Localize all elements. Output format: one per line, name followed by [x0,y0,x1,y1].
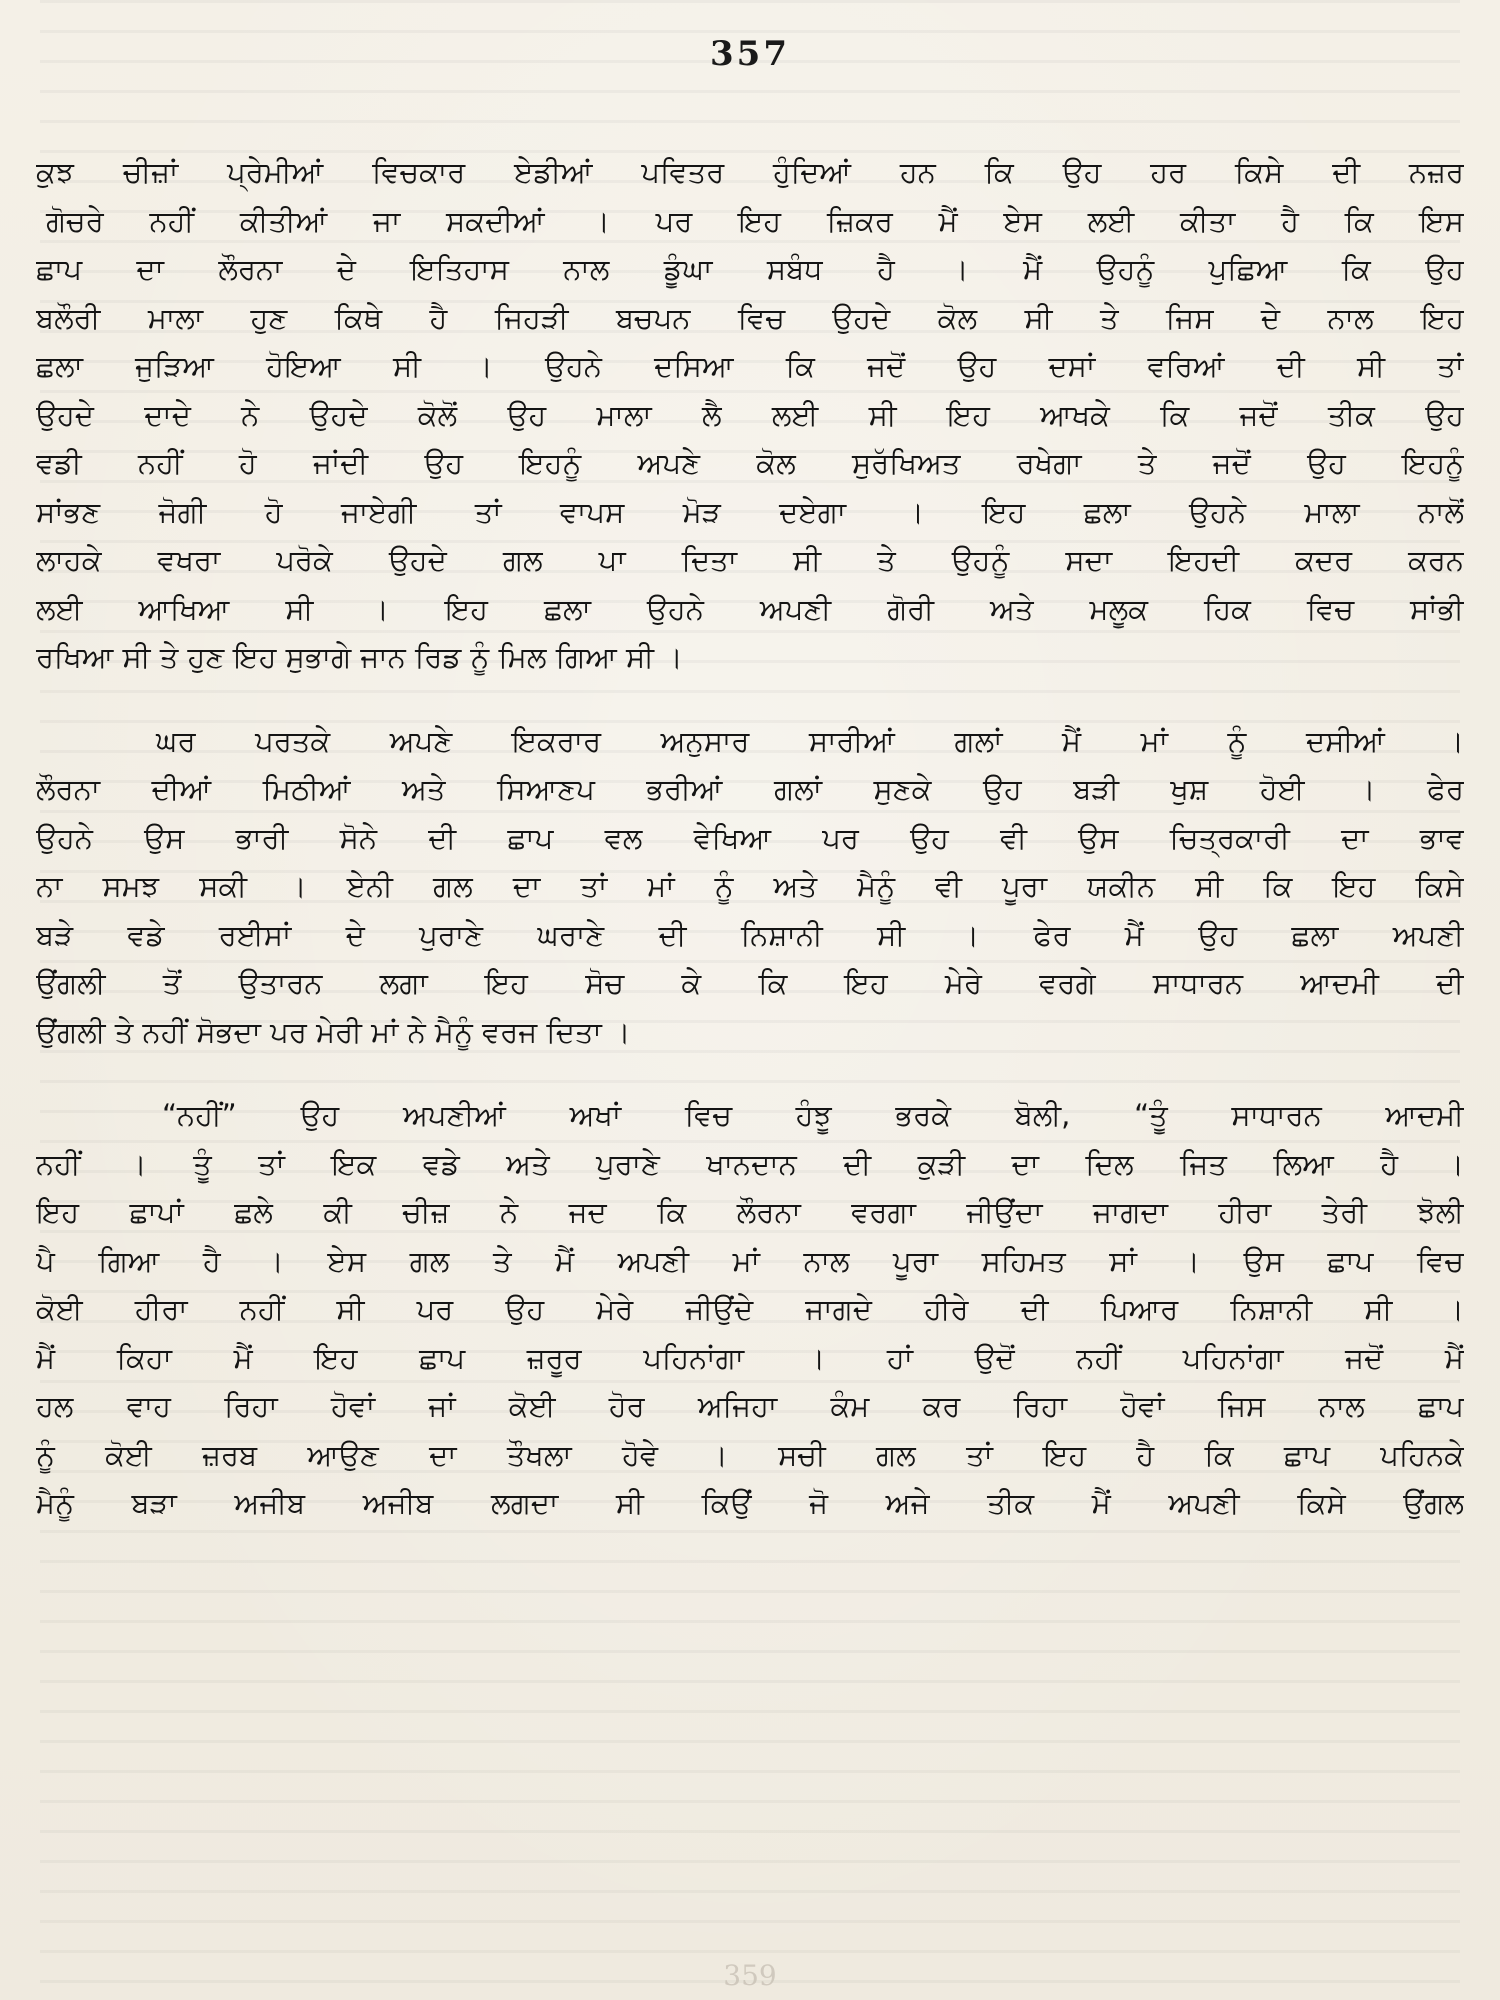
text-line: ਸਾਂਭਣ ਜੋਗੀ ਹੋ ਜਾਏਗੀ ਤਾਂ ਵਾਪਸ ਮੋੜ ਦਏਗਾ । ਇਹ ਛਲਾ ਉਹਨੇ ਮਾਲਾ ਨਾਲੋਂ [36,494,1464,529]
text-line: ਕੋਈ ਹੀਰਾ ਨਹੀਂ ਸੀ ਪਰ ਉਹ ਮੇਰੇ ਜੀਉਂਦੇ ਜਾਗਦੇ ਹੀਰੇ ਦੀ ਪਿਆਰ ਨਿਸ਼ਾਨੀ ਸੀ । [36,1292,1464,1326]
text-line: ਨਹੀਂ । ਤੂੰ ਤਾਂ ਇਕ ਵਡੇ ਅਤੇ ਪੁਰਾਣੇ ਖਾਨਦਾਨ ਦੀ ਕੁੜੀ ਦਾ ਦਿਲ ਜਿਤ ਲਿਆ ਹੈ । [36,1146,1464,1181]
body-text [36,148,1464,1528]
text-line: ਲਾਹਕੇ ਵਖਰਾ ਪਰੋਕੇ ਉਹਦੇ ਗਲ ਪਾ ਦਿਤਾ ਸੀ ਤੇ ਉਹਨੂੰ ਸਦਾ ਇਹਦੀ ਕਦਰ ਕਰਨ [36,543,1464,577]
text-line: ਹਲ ਵਾਹ ਰਿਹਾ ਹੋਵਾਂ ਜਾਂ ਕੋਈ ਹੋਰ ਅਜਿਹਾ ਕੰਮ ਕਰ ਰਿਹਾ ਹੋਵਾਂ ਜਿਸ ਨਾਲ ਛਾਪ [36,1389,1464,1423]
text-line: ਲੌਰਨਾ ਦੀਆਂ ਮਿਠੀਆਂ ਅਤੇ ਸਿਆਣਪ ਭਰੀਆਂ ਗਲਾਂ ਸੁਣਕੇ ਉਹ ਬੜੀ ਖੁਸ਼ ਹੋਈ । ਫੇਰ [36,772,1464,806]
text-line: ਨੂੰ ਕੋਈ ਜ਼ਰਬ ਆਉਣ ਦਾ ਤੌਖਲਾ ਹੋਵੇ । ਸਚੀ ਗਲ ਤਾਂ ਇਹ ਹੈ ਕਿ ਛਾਪ ਪਹਿਨਕੇ [36,1437,1464,1472]
text-line: ਬੜੇ ਵਡੇ ਰਈਸਾਂ ਦੇ ਪੁਰਾਣੇ ਘਰਾਣੇ ਦੀ ਨਿਸ਼ਾਨੀ ਸੀ । ਫੇਰ ਮੈਂ ਉਹ ਛਲਾ ਅਪਣੀ [36,917,1464,952]
text-line: ਕੁਝ ਚੀਜ਼ਾਂ ਪ੍ਰੇਮੀਆਂ ਵਿਚਕਾਰ ਏਡੀਆਂ ਪਵਿਤਰ ਹੁੰਦਿਆਂ ਹਨ ਕਿ ਉਹ ਹਰ ਕਿਸੇ ਦੀ ਨਜ਼ਰ [36,155,1464,189]
text-line: ਛਲਾ ਜੁੜਿਆ ਹੋਇਆ ਸੀ । ਉਹਨੇ ਦਸਿਆ ਕਿ ਜਦੋਂ ਉਹ ਦਸਾਂ ਵਰਿਆਂ ਦੀ ਸੀ ਤਾਂ [36,349,1464,383]
text-line: ਉਹਨੇ ਉਸ ਭਾਰੀ ਸੋਨੇ ਦੀ ਛਾਪ ਵਲ ਵੇਖਿਆ ਪਰ ਉਹ ਵੀ ਉਸ ਚਿਤ੍ਰਕਾਰੀ ਦਾ ਭਾਵ [36,820,1464,855]
text-line: “ਨਹੀਂ” ਉਹ ਅਪਣੀਆਂ ਅਖਾਂ ਵਿਚ ਹੰਝੂ ਭਰਕੇ ਬੋਲੀ, “ਤੂੰ ਸਾਧਾਰਨ ਆਦਮੀ [162,1098,1464,1132]
page-number: 357 [710,34,790,74]
text-line: ਲਈ ਆਖਿਆ ਸੀ । ਇਹ ਛਲਾ ਉਹਨੇ ਅਪਣੀ ਗੋਰੀ ਅਤੇ ਮਲੂਕ ਹਿਕ ਵਿਚ ਸਾਂਭੀ [36,591,1464,626]
text-line: ਮੈਂ ਕਿਹਾ ਮੈਂ ਇਹ ਛਾਪ ਜ਼ਰੂਰ ਪਹਿਨਾਂਗਾ । ਹਾਂ ਉਦੋਂ ਨਹੀਂ ਪਹਿਨਾਂਗਾ ਜਦੋਂ ਮੈਂ [36,1340,1464,1375]
paragraph-gap [36,682,1464,717]
text-line: ਰਖਿਆ ਸੀ ਤੇ ਹੁਣ ਇਹ ਸੁਭਾਗੇ ਜਾਨ ਰਿਡ ਨੂੰ ਮਿਲ ਗਿਆ ਸੀ । [36,640,683,674]
paragraph-gap [36,1056,1464,1091]
paragraph-2 [36,717,1464,1057]
text-line: ਬਲੌਰੀ ਮਾਲਾ ਹੁਣ ਕਿਥੇ ਹੈ ਜਿਹੜੀ ਬਚਪਨ ਵਿਚ ਉਹਦੇ ਕੋਲ ਸੀ ਤੇ ਜਿਸ ਦੇ ਨਾਲ ਇਹ [36,300,1464,335]
text-line: ਗੋਚਰੇ ਨਹੀਂ ਕੀਤੀਆਂ ਜਾ ਸਕਦੀਆਂ । ਪਰ ਇਹ ਜ਼ਿਕਰ ਮੈਂ ਏਸ ਲਈ ਕੀਤਾ ਹੈ ਕਿ ਇਸ [46,203,1464,238]
paragraph-1 [36,148,1464,682]
text-line: ਉਂਗਲੀ ਤੇ ਨਹੀਂ ਸੋਭਦਾ ਪਰ ਮੇਰੀ ਮਾਂ ਨੇ ਮੈਨੂੰ ਵਰਜ ਦਿਤਾ । [36,1014,631,1049]
text-line: ਪੈ ਗਿਆ ਹੈ । ਏਸ ਗਲ ਤੇ ਮੈਂ ਅਪਣੀ ਮਾਂ ਨਾਲ ਪੂਰਾ ਸਹਿਮਤ ਸਾਂ । ਉਸ ਛਾਪ ਵਿਚ [36,1243,1464,1278]
text-line: ਉਹਦੇ ਦਾਦੇ ਨੇ ਉਹਦੇ ਕੋਲੋਂ ਉਹ ਮਾਲਾ ਲੈ ਲਈ ਸੀ ਇਹ ਆਖਕੇ ਕਿ ਜਦੋਂ ਤੀਕ ਉਹ [36,397,1464,432]
text-line: ਇਹ ਛਾਪਾਂ ਛਲੇ ਕੀ ਚੀਜ਼ ਨੇ ਜਦ ਕਿ ਲੌਰਨਾ ਵਰਗਾ ਜੀਉਂਦਾ ਜਾਗਦਾ ਹੀਰਾ ਤੇਰੀ ਝੋਲੀ [36,1195,1464,1229]
text-line: ਮੈਨੂੰ ਬੜਾ ਅਜੀਬ ਅਜੀਬ ਲਗਦਾ ਸੀ ਕਿਉਂ ਜੋ ਅਜੇ ਤੀਕ ਮੈਂ ਅਪਣੀ ਕਿਸੇ ਉਂਗਲ [36,1486,1464,1520]
text-line: ਉਂਗਲੀ ਤੋਂ ਉਤਾਰਨ ਲਗਾ ਇਹ ਸੋਚ ਕੇ ਕਿ ਇਹ ਮੇਰੇ ਵਰਗੇ ਸਾਧਾਰਨ ਆਦਮੀ ਦੀ [36,966,1464,1000]
text-line: ਨਾ ਸਮਝ ਸਕੀ । ਏਨੀ ਗਲ ਦਾ ਤਾਂ ਮਾਂ ਨੂੰ ਅਤੇ ਮੈਨੂੰ ਵੀ ਪੂਰਾ ਯਕੀਨ ਸੀ ਕਿ ਇਹ ਕਿਸੇ [36,869,1464,903]
text-line: ਛਾਪ ਦਾ ਲੌਰਨਾ ਦੇ ਇਤਿਹਾਸ ਨਾਲ ਡੂੰਘਾ ਸਬੰਧ ਹੈ । ਮੈਂ ਉਹਨੂੰ ਪੁਛਿਆ ਕਿ ਉਹ [36,252,1464,286]
paragraph-3 [36,1091,1464,1528]
bleed-through-page-number: 359 [723,1959,777,1992]
text-line: ਘਰ ਪਰਤਕੇ ਅਪਣੇ ਇਕਰਾਰ ਅਨੁਸਾਰ ਸਾਰੀਆਂ ਗਲਾਂ ਮੈਂ ਮਾਂ ਨੂੰ ਦਸੀਆਂ । [156,723,1464,758]
text-line: ਵਡੀ ਨਹੀਂ ਹੋ ਜਾਂਦੀ ਉਹ ਇਹਨੂੰ ਅਪਣੇ ਕੋਲ ਸੁਰੱਖਿਅਤ ਰਖੇਗਾ ਤੇ ਜਦੋਂ ਉਹ ਇਹਨੂੰ [36,446,1464,480]
